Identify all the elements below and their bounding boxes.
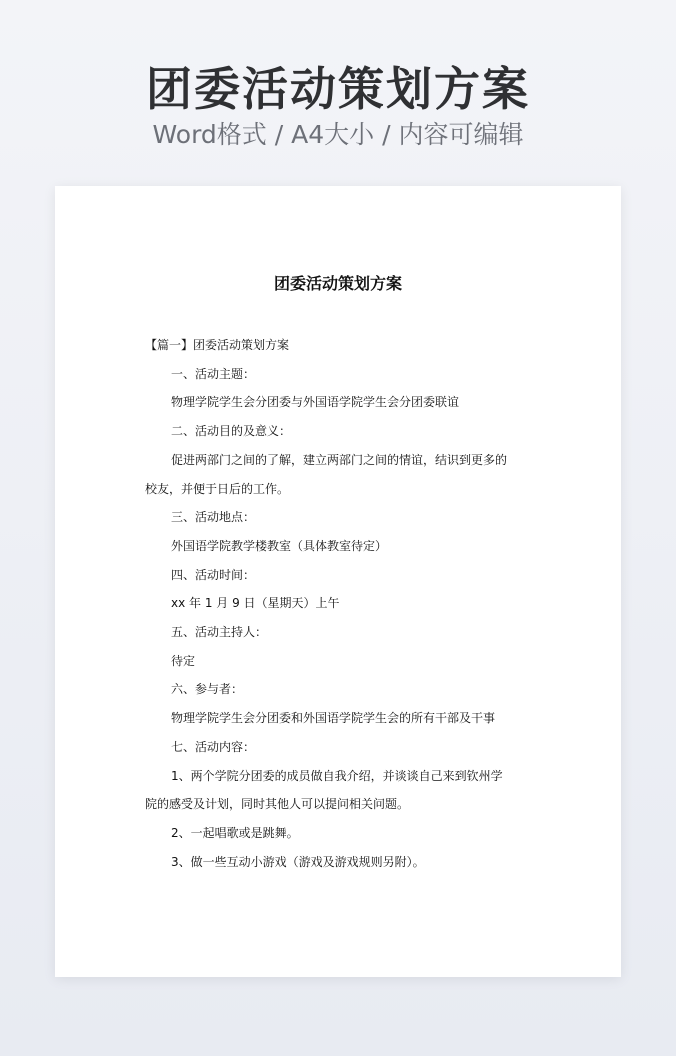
paragraph-line: 校友，并便于日后的工作。 xyxy=(145,481,290,496)
heading-activity-time: 四、活动时间： xyxy=(171,567,256,582)
paragraph-line: 外国语学院教学楼教室（具体教室待定） xyxy=(171,538,388,553)
paragraph-line: xx 年 1 月 9 日（星期天）上午 xyxy=(171,596,340,611)
paragraph-line: 院的感受及计划，同时其他人可以提问相关问题。 xyxy=(145,797,410,812)
heading-activity-host: 五、活动主持人： xyxy=(171,625,268,640)
document-title: 团委活动策划方案 xyxy=(273,274,402,293)
document-body xyxy=(145,331,537,876)
heading-activity-purpose: 二、活动目的及意义： xyxy=(171,424,292,439)
paragraph-line: 物理学院学生会分团委和外国语学院学生会的所有干部及干事 xyxy=(171,711,496,726)
page-title: 团委活动策划方案 xyxy=(146,62,530,116)
heading-participants: 六、参与者： xyxy=(171,682,244,697)
paragraph-line: 3、做一些互动小游戏（游戏及游戏规则另附）。 xyxy=(171,854,425,869)
paragraph-line: 1、两个学院分团委的成员做自我介绍，并谈谈自己来到钦州学 xyxy=(171,768,503,783)
document-page xyxy=(55,186,621,977)
page-subtitle: Word格式 / A4大小 / 内容可编辑 xyxy=(152,120,524,149)
paragraph-line: 2、一起唱歌或是跳舞。 xyxy=(171,825,299,840)
section-heading-pian1: 【篇一】团委活动策划方案 xyxy=(145,338,290,352)
heading-activity-content: 七、活动内容： xyxy=(171,739,256,754)
paragraph-line: 促进两部门之间的了解，建立两部门之间的情谊，结识到更多的 xyxy=(171,452,508,467)
paragraph-line: 物理学院学生会分团委与外国语学院学生会分团委联谊 xyxy=(171,395,460,410)
paragraph-line: 待定 xyxy=(171,653,196,668)
heading-activity-location: 三、活动地点： xyxy=(171,510,256,525)
heading-activity-theme: 一、活动主题： xyxy=(171,366,256,381)
